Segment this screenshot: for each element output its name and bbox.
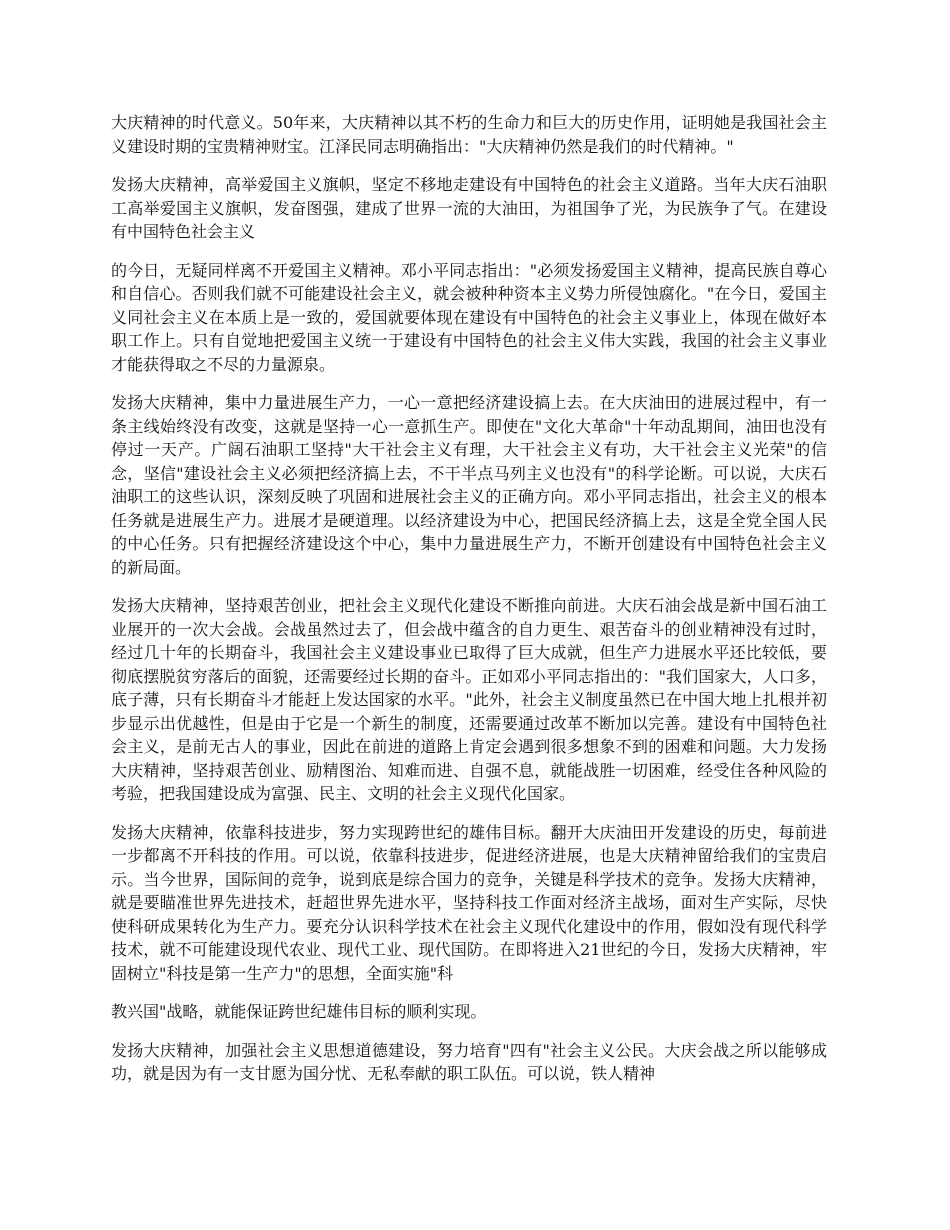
paragraph-4: 发扬大庆精神，集中力量进展生产力，一心一意把经济建设搞上去。在大庆油田的进展过程中，有一条主线始终没有改变，这就是坚持一心一意抓生产。即使在"文化大革命"十年动乱期间，油田也没有停过一天产。广阔石油职工坚持"大干社会主义有理，大干社会主义有功，大干社会主义光荣"的信念，坚信"建设社会主义必须把经济搞上去，不干半点马列主义也没有"的科学论断。可以说，大庆石油职工的这些认识，深刻反映了巩固和进展社会主义的正确方向。邓小平同志指出，社会主义的根本任务就是进展生产力。进展才是硬道理。以经济建设为中心，把国民经济搞上去，这是全党全国人民的中心任务。只有把握经济建设这个中心，集中力量进展生产力，不断开创建设有中国特色社会主义的新局面。 xyxy=(111,393,827,577)
paragraph-6: 发扬大庆精神，依靠科技进步，努力实现跨世纪的雄伟目标。翻开大庆油田开发建设的历史，每前进一步都离不开科技的作用。可以说，依靠科技进步，促进经济进展，也是大庆精神留给我们的宝贵启示。当今世界，国际间的竞争，说到底是综合国力的竞争，关键是科学技术的竞争。发扬大庆精神，就是要瞄准世界先进技术，赶超世界先进水平，坚持科技工作面对经济主战场，面对生产实际，尽快使科研成果转化为生产力。要充分认识科学技术在社会主义现代化建设中的作用，假如没有现代科学技术，就不可能建设现代农业、现代工业、现代国防。在即将进入21世纪的今日，发扬大庆精神，牢固树立"科技是第一生产力"的思想，全面实施"科 xyxy=(111,822,827,983)
paragraph-7: 教兴国"战略，就能保证跨世纪雄伟目标的顺利实现。 xyxy=(111,1002,487,1021)
paragraph-5: 发扬大庆精神，坚持艰苦创业，把社会主义现代化建设不断推向前进。大庆石油会战是新中国石油工业展开的一次大会战。会战虽然过去了，但会战中蕴含的自力更生、艰苦奋斗的创业精神没有过时，经过几十年的长期奋斗，我国社会主义建设事业已取得了巨大成就，但生产力进展水平还比较低，要彻底摆脱贫穷落后的面貌，还需要经过长期的奋斗。正如邓小平同志指出的："我们国家大，人口多，底子薄，只有长期奋斗才能赶上发达国家的水平。"此外，社会主义制度虽然已在中国大地上扎根并初步显示出优越性，但是由于它是一个新生的制度，还需要通过改革不断加以完善。建设有中国特色社会主义，是前无古人的事业，因此在前进的道路上肯定会遇到很多想象不到的困难和问题。大力发扬大庆精神，坚持艰苦创业、励精图治、知难而进、自强不息，就能战胜一切困难，经受住各种风险的考验，把我国建设成为富强、民主、文明的社会主义现代化国家。 xyxy=(111,596,827,803)
paragraph-3: 的今日，无疑同样离不开爱国主义精神。邓小平同志指出："必须发扬爱国主义精神，提高民族自尊心和自信心。否则我们就不可能建设社会主义，就会被种种资本主义势力所侵蚀腐化。"在今日，爱国主义同社会主义在本质上是一致的，爱国就要体现在建设有中国特色的社会主义事业上，体现在做好本职工作上。只有自觉地把爱国主义统一于建设有中国特色的社会主义伟大实践，我国的社会主义事业才能获得取之不尽的力量源泉。 xyxy=(111,260,827,374)
paragraph-1: 大庆精神的时代意义。50年来，大庆精神以其不朽的生命力和巨大的历史作用，证明她是我国社会主义建设时期的宝贵精神财宝。江泽民同志明确指出："大庆精神仍然是我们的时代精神。" xyxy=(111,113,827,156)
paragraph-2: 发扬大庆精神，高举爱国主义旗帜，坚定不移地走建设有中国特色的社会主义道路。当年大庆石油职工高举爱国主义旗帜，发奋图强，建成了世界一流的大油田，为祖国争了光，为民族争了气。在建设有中国特色社会主义 xyxy=(111,175,827,241)
document-body xyxy=(111,111,827,1101)
paragraph-8: 发扬大庆精神，加强社会主义思想道德建设，努力培育"四有"社会主义公民。大庆会战之所以能够成功，就是因为有一支甘愿为国分忧、无私奉献的职工队伍。可以说，铁人精神 xyxy=(111,1040,827,1083)
